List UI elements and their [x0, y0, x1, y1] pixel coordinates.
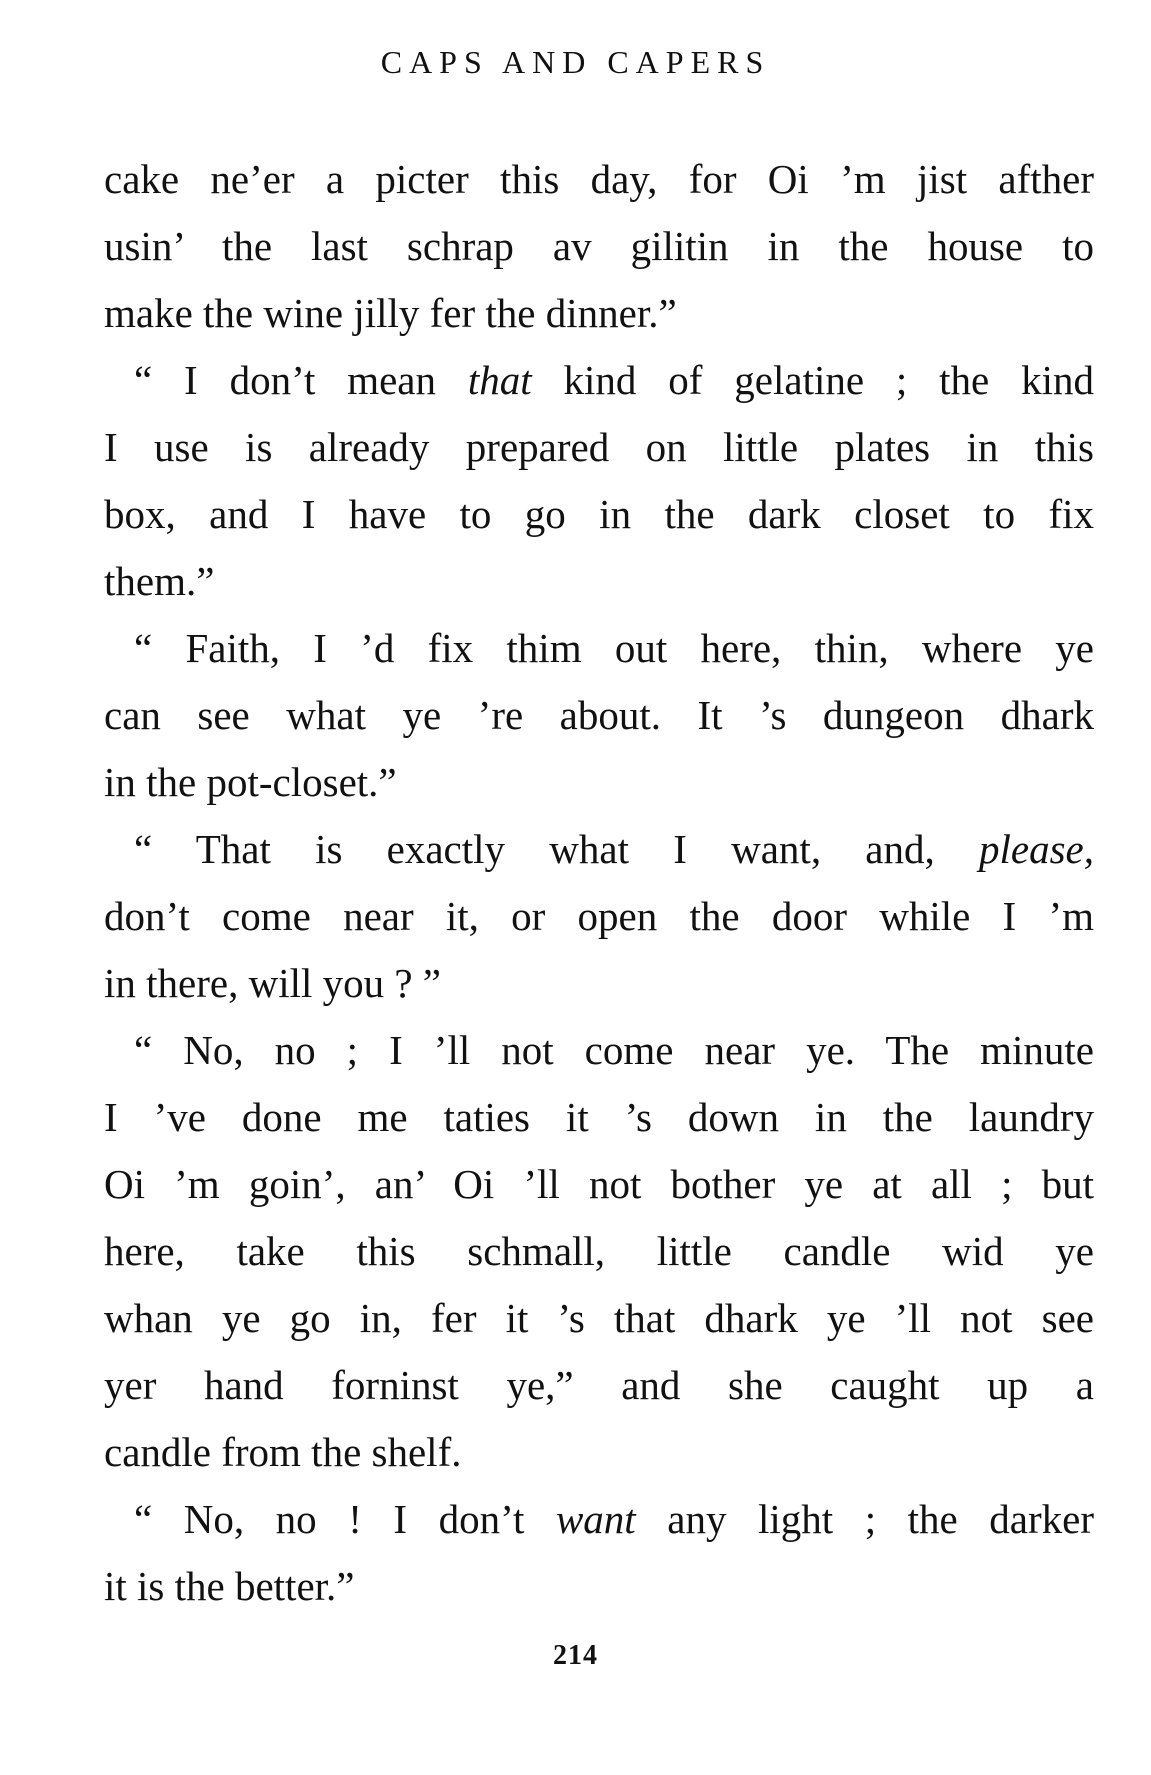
- text-line: here, take this schmall, little candle wid ye: [104, 1228, 1094, 1274]
- body-text: [104, 146, 1094, 1620]
- text-line: whan ye go in, fer it ’s that dhark ye ’ll not see: [104, 1295, 1094, 1341]
- text-line: “ Faith, I ’d fix thim out here, thin, where ye: [134, 625, 1094, 671]
- text-line: I use is already prepared on little plates in this: [104, 424, 1094, 470]
- text-line: can see what ye ’re about. It ’s dungeon dhark: [104, 692, 1094, 738]
- page-number: 214: [553, 1640, 598, 1671]
- text-line: I ’ve done me taties it ’s down in the laundry: [104, 1094, 1094, 1140]
- text-line: cake ne’er a picter this day, for Oi ’m jist afther: [104, 156, 1094, 202]
- text-line: [104, 816, 1094, 883]
- italic-word: want: [555, 1496, 636, 1542]
- running-head: CAPS AND CAPERS: [380, 44, 771, 80]
- text-run: any light ; the darker: [635, 1496, 1094, 1542]
- text-line: in there, will you ? ”: [104, 960, 442, 1006]
- text-line: yer hand forninst ye,” and she caught up a: [104, 1362, 1094, 1408]
- text-line: [104, 1486, 1094, 1553]
- text-line: make the wine jilly fer the dinner.”: [104, 290, 677, 336]
- text-line: “ No, no ; I ’ll not come near ye. The minute: [134, 1027, 1094, 1073]
- text-line: it is the better.”: [104, 1563, 355, 1609]
- text-run: “ I don’t mean: [134, 357, 468, 403]
- text-line: candle from the shelf.: [104, 1429, 462, 1475]
- text-line: usin’ the last schrap av gilitin in the house to: [104, 223, 1094, 269]
- text-line: box, and I have to go in the dark closet to fix: [104, 491, 1094, 537]
- italic-word: please,: [979, 826, 1094, 872]
- text-run: kind of gelatine ; the kind: [531, 357, 1094, 403]
- text-line: in the pot-closet.”: [104, 759, 397, 805]
- italic-word: that: [467, 357, 532, 403]
- text-line: Oi ’m goin’, an’ Oi ’ll not bother ye at all ; but: [104, 1161, 1094, 1207]
- text-line: [104, 347, 1094, 414]
- text-line: them.”: [104, 558, 215, 604]
- text-run: “ That is exactly what I want, and,: [134, 826, 979, 872]
- text-run: “ No, no ! I don’t: [134, 1496, 556, 1542]
- text-line: don’t come near it, or open the door while I ’m: [104, 893, 1094, 939]
